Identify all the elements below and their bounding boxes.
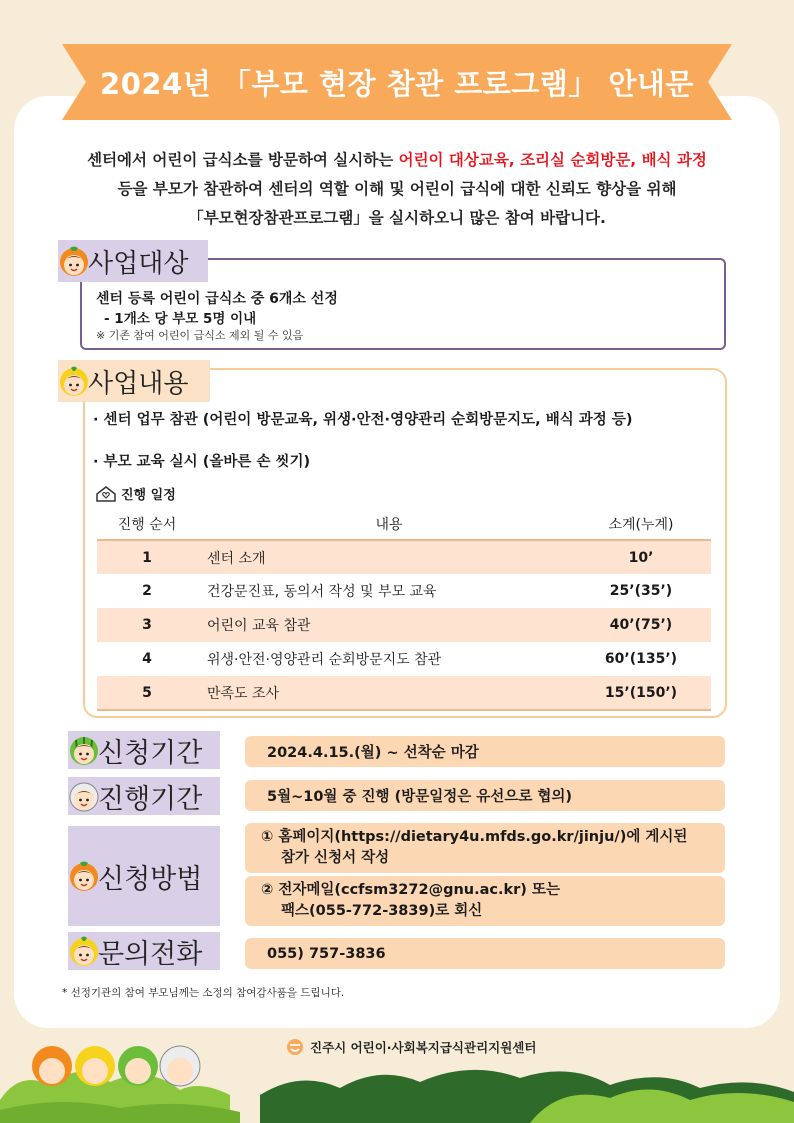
header-time: 소계(누계) [571, 508, 711, 540]
apply-period-label: 신청기간 [68, 731, 220, 769]
lemon-character-icon [58, 365, 90, 397]
apply-method-option2: ② 전자메일(ccfsm3272@gnu.ac.kr) 또는 팩스(055-772-3839)로 회신 [245, 876, 725, 926]
orange-character-icon-2 [68, 860, 100, 892]
orange-character-icon [58, 245, 90, 277]
table-row: 2 건강문진표, 동의서 작성 및 부모 교육 25’(35’) [142, 583, 673, 600]
target-heading: 사업대상 [58, 240, 208, 282]
target-line2: - 1개소 당 부모 5명 이내 [104, 311, 257, 327]
footer-organization: 진주시 어린이·사회복지급식관리지원센터 [286, 1038, 536, 1056]
home-heart-icon [95, 485, 117, 503]
apply-method-label: 신청방법 [68, 826, 220, 926]
footnote: * 선정기관의 참여 부모님께는 소정의 참여감사품을 드립니다. [62, 987, 345, 999]
table-row: 5 만족도 조사 15’(150’) [97, 676, 711, 710]
lemon-character-icon-2 [68, 935, 100, 967]
schedule-header-row [97, 508, 711, 540]
title-banner [62, 44, 732, 120]
apply-method-option1: ① 홈페이지(https://dietary4u.mfds.go.kr/jinju/)에 게시된 참가 신청서 작성 [245, 823, 725, 873]
content-box [83, 368, 727, 718]
page-title: 2024년 「부모 현장 참관 프로그램」 안내문 [100, 66, 694, 101]
character-group-icon [30, 1036, 210, 1096]
table-row: 1 센터 소개 10’ [97, 540, 711, 574]
table-row: 4 위생·안전·영양관리 순회방문지도 참관 60’(135’) [142, 651, 678, 668]
header-content: 내용 [197, 508, 571, 540]
garlic-character-icon [68, 780, 100, 812]
target-line3: ※ 기존 참여 어린이 급식소 제외 될 수 있음 [96, 329, 304, 342]
schedule-table [97, 508, 711, 711]
intro-line2: 등을 부모가 참관하여 센터의 역할 이해 및 어린이 급식에 대한 신뢰도 향상을 위해 [117, 180, 677, 198]
target-line1: 센터 등록 어린이 급식소 중 6개소 선정 [96, 291, 338, 307]
intro-highlight: 어린이 대상교육, 조리실 순회방문, 배식 과정 [398, 151, 707, 169]
apply-period-value: 2024.4.15.(월) ~ 선착순 마감 [245, 736, 725, 767]
intro-paragraph [30, 146, 764, 233]
run-period-value: 5월~10월 중 진행 (방문일정은 유선으로 협의) [245, 780, 725, 811]
header-order: 진행 순서 [97, 508, 197, 540]
run-period-label: 진행기간 [68, 777, 220, 815]
center-logo-icon [286, 1038, 304, 1056]
content-bullet2: · 부모 교육 실시 (올바른 손 씻기) [93, 454, 311, 470]
contact-label: 문의전화 [68, 932, 220, 970]
intro-line3: 「부모현장참관프로그램」을 실시하오니 많은 참여 바랍니다. [188, 209, 606, 227]
contact-value: 055) 757-3836 [245, 938, 725, 969]
intro-line1: 센터에서 어린이 급식소를 방문하여 실시하는 [87, 151, 399, 169]
table-row: 3 어린이 교육 참관 40’(75’) [97, 608, 711, 642]
content-bullet1: · 센터 업무 참관 (어린이 방문교육, 위생·안전·영양관리 순회방문지도, 배식 과정 등) [93, 412, 633, 428]
watermelon-character-icon [68, 734, 100, 766]
content-heading: 사업내용 [58, 360, 210, 402]
schedule-title: 진행 일정 [95, 484, 176, 503]
